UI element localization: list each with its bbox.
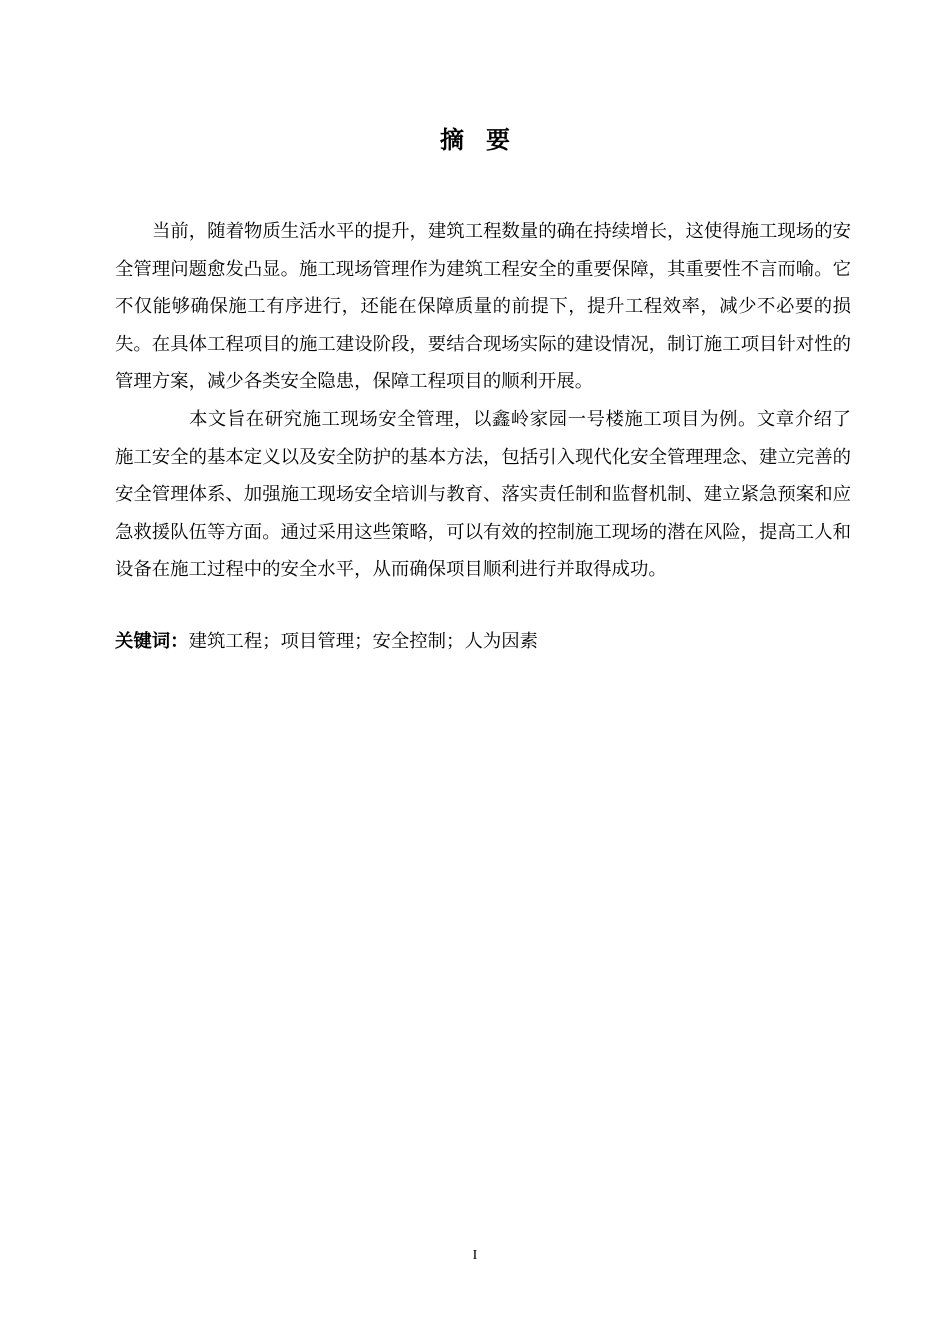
abstract-body <box>115 213 851 589</box>
keywords-label: 关键词： <box>115 631 189 652</box>
abstract-title <box>0 120 950 160</box>
title-char-1: 摘 <box>440 126 464 154</box>
title-char-2: 要 <box>486 126 510 154</box>
keywords-value: 建筑工程；项目管理；安全控制；人为因素 <box>188 631 539 652</box>
keywords-line <box>115 626 538 658</box>
page-number: I <box>472 1248 478 1263</box>
abstract-paragraph-2: 本文旨在研究施工现场安全管理，以鑫岭家园一号楼施工项目为例。文章介绍了施工安全的基本定义以及安全防护的基本方法，包括引入现代化安全管理理念、建立完善的安全管理体系、加强施工现场安全培训与教育、落实责任制和监督机制、建立紧急预案和应急救援队伍等方面。通过采用这些策略，可以有效的控制施工现场的潜在风险，提高工人和设备在施工过程中的安全水平，从而确保项目顺利进行并取得成功。 <box>115 408 851 581</box>
abstract-paragraph-1: 当前，随着物质生活水平的提升，建筑工程数量的确在持续增长，这使得施工现场的安全管理问题愈发凸显。施工现场管理作为建筑工程安全的重要保障，其重要性不言而喻。它不仅能够确保施工有序进行，还能在保障质量的前提下，提升工程效率，减少不必要的损失。在具体工程项目的施工建设阶段，要结合现场实际的建设情况，制订施工项目针对性的管理方案，减少各类安全隐患，保障工程项目的顺利开展。 <box>115 221 851 393</box>
